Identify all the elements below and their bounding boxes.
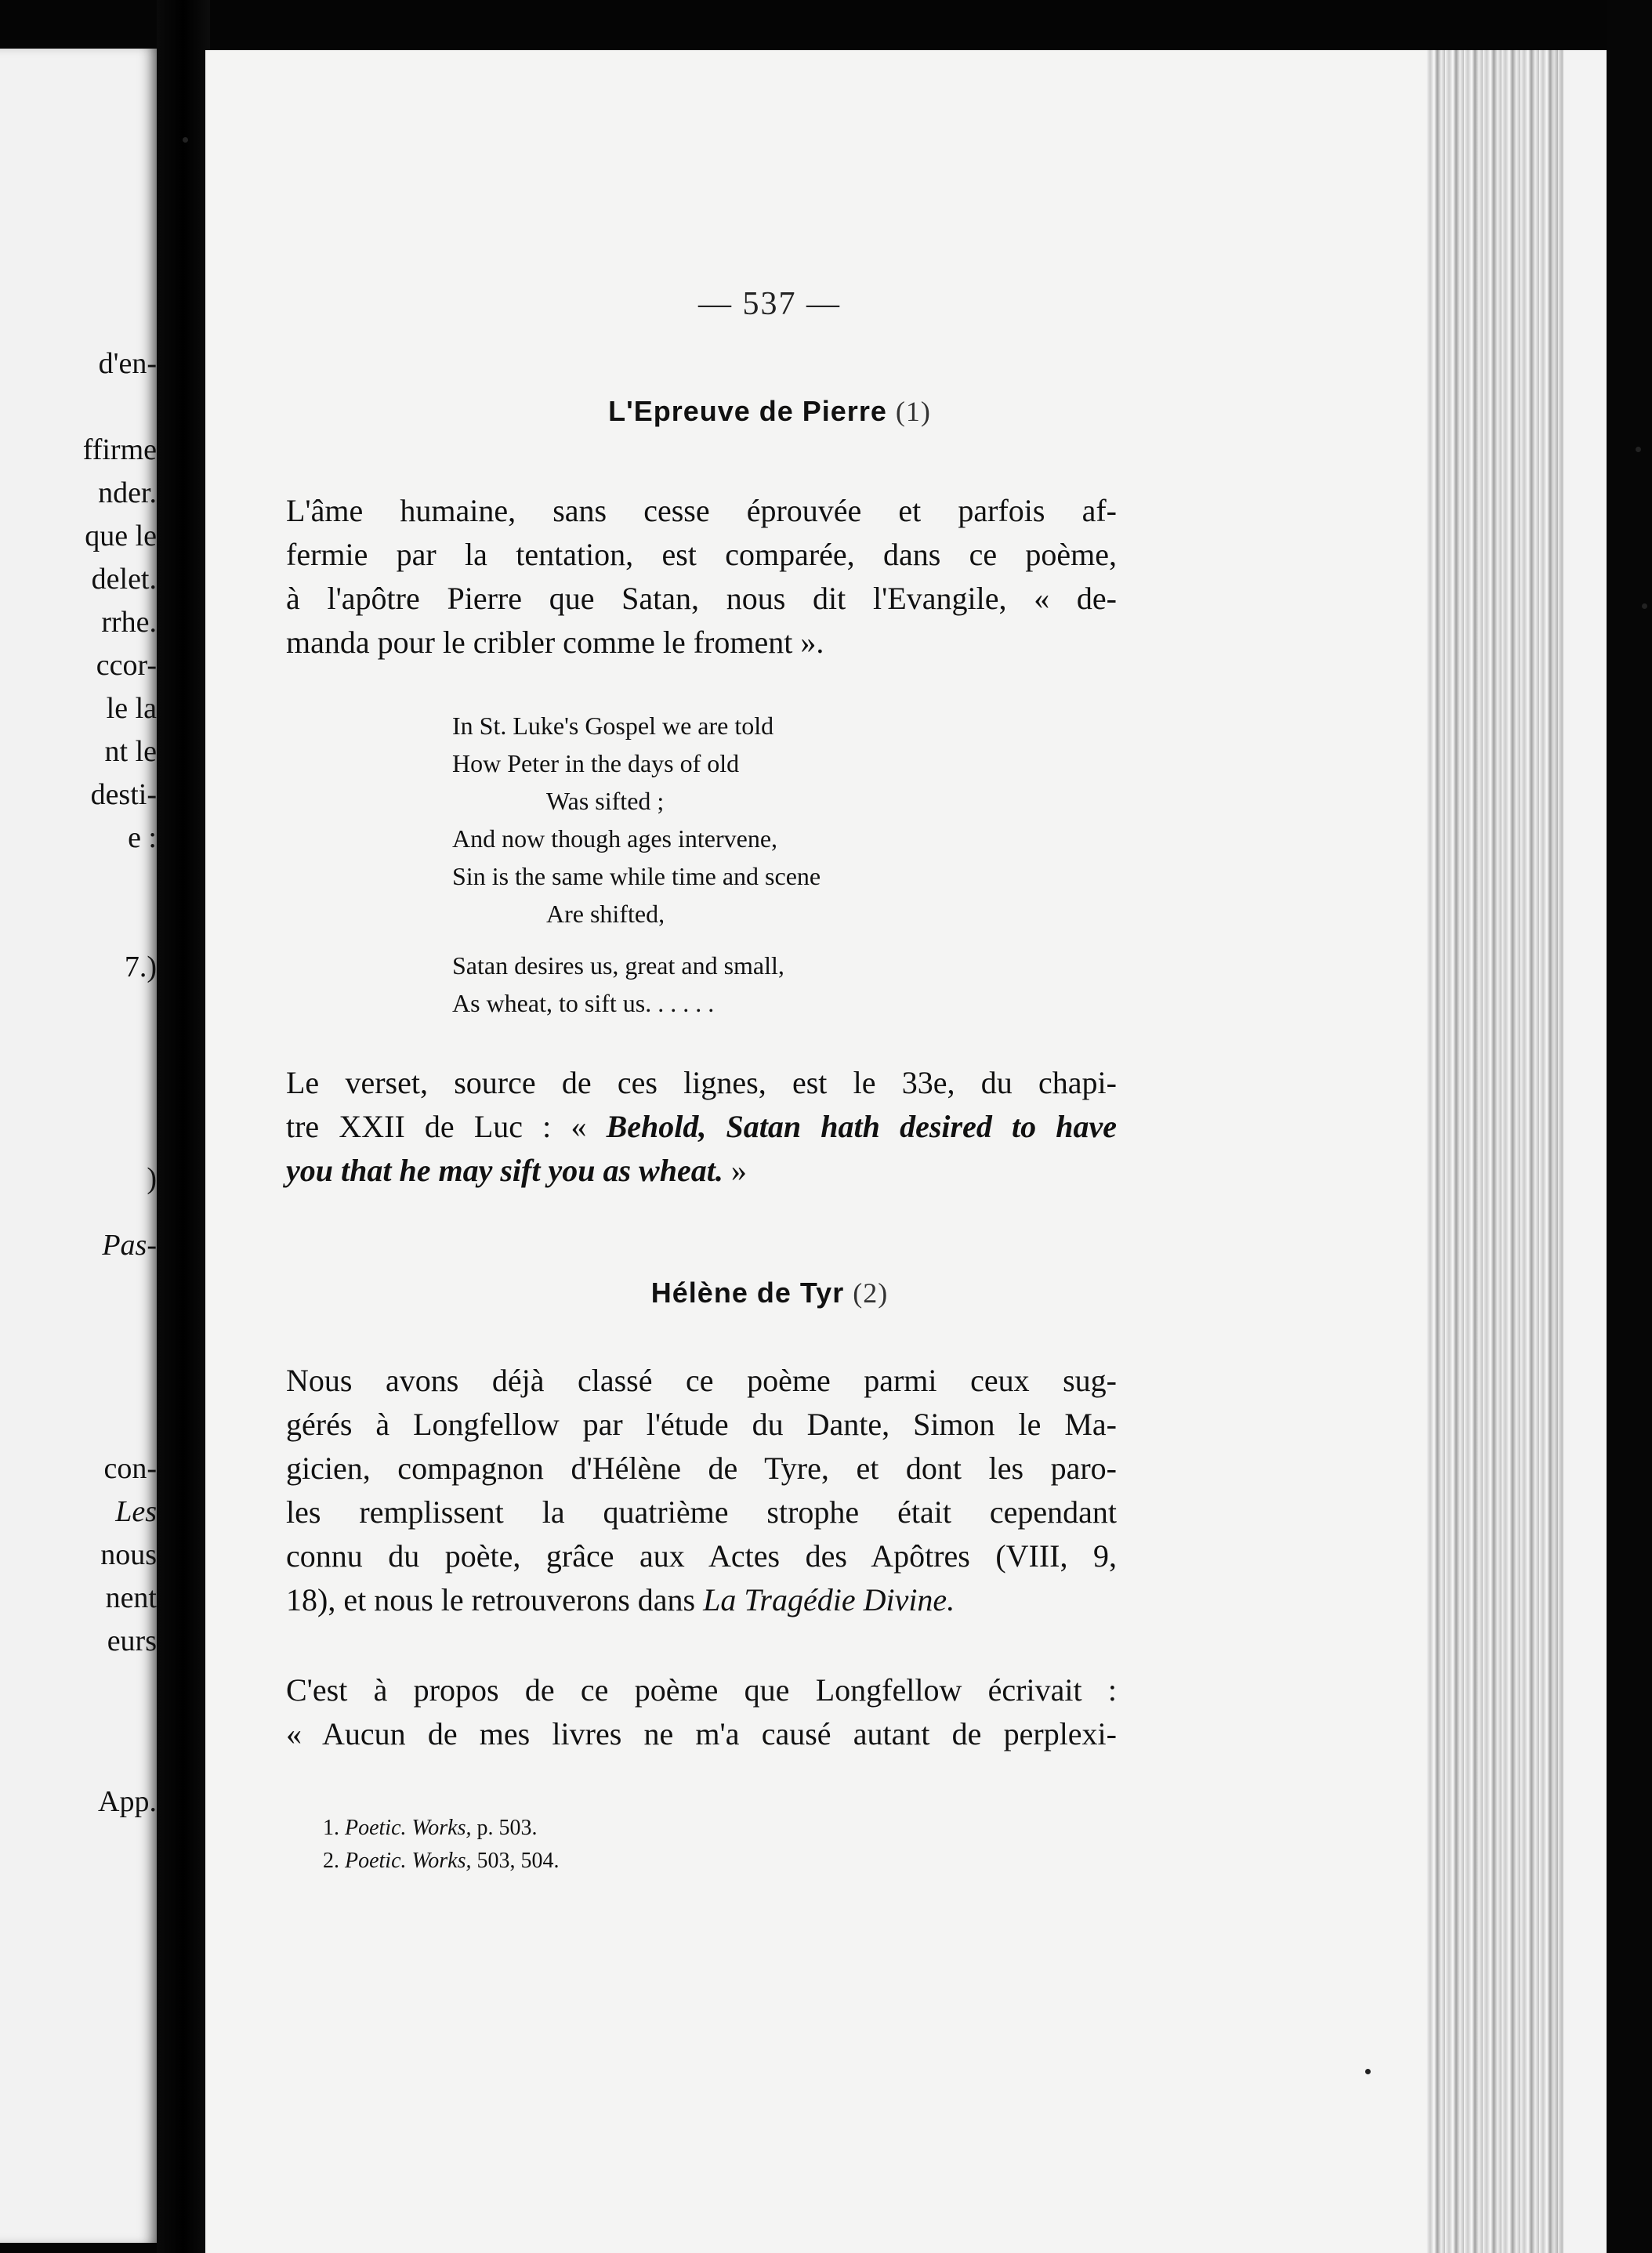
verse-line: How Peter in the days of old [452,749,740,777]
text-run: 18), et nous le retrouverons dans [286,1582,704,1617]
left-facing-page [0,49,157,2243]
left-page-line: que le [85,520,157,552]
paragraph-line: C'est à propos de ce poème que Longfellow écrivait : [286,1672,1117,1708]
section-heading [205,1277,1334,1309]
paragraph-line [286,1105,1117,1149]
section-heading [205,395,1334,428]
verse-line: Sin is the same while time and scene [452,862,821,890]
paragraph-line: manda pour le cribler comme le froment ». [286,625,824,660]
paragraph-line: fermie par la tentation, est comparée, dans ce poème, [286,537,1117,572]
paragraph-line: Nous avons déjà classé ce poème parmi ceux sug- [286,1363,1117,1398]
left-page-line: desti- [90,778,157,811]
paragraph-line: L'âme humaine, sans cesse éprouvée et parfois af- [286,493,1117,528]
paragraph-line: « Aucun de mes livres ne m'a causé autant de perplexi- [286,1716,1117,1751]
footnote-title: Poetic. Works, [345,1816,472,1840]
paragraph-line [286,1149,1117,1193]
paragraph-line: les remplissent la quatrième strophe était cependant [286,1494,1117,1530]
paragraph-line: à l'apôtre Pierre que Satan, nous dit l'Evangile, « de- [286,581,1117,616]
work-title-italic: La Tragédie Divine. [703,1582,955,1617]
paragraph [286,1359,1117,1622]
left-page-line: ffirme [82,433,157,466]
page-number: — 537 — [698,286,841,322]
quote-italic: Behold, Satan hath desired to have [606,1109,1117,1144]
scan-speck [183,137,188,143]
footnote-title: Poetic. Works, [345,1849,472,1873]
left-page-line: rrhe. [101,606,157,639]
left-page-line: nent [105,1581,157,1614]
left-page-line: le la [106,692,157,725]
footnote-pages: p. 503. [471,1816,538,1840]
footnote-ref: (1) [895,396,931,427]
scan-speck [1636,447,1641,452]
verse-gap [452,933,1079,947]
book-page [205,50,1553,2253]
left-page-line: Les [115,1495,157,1528]
left-page-line: con- [103,1452,157,1485]
left-page-line: App. [98,1785,157,1818]
scan-border [1607,0,1652,2253]
verse-line: In St. Luke's Gospel we are told [452,712,774,740]
section-title: Hélène de Tyr [650,1277,845,1309]
left-page-line: d'en- [98,347,157,380]
left-page-line: ccor- [96,649,157,682]
paragraph-line: gicien, compagnon d'Hélène de Tyre, et dont les paro- [286,1451,1117,1486]
paragraph [286,1061,1117,1193]
paragraph-line: connu du poète, grâce aux Actes des Apôtres (VIII, 9, [286,1538,1117,1574]
footnote [323,1845,1028,1878]
paragraph-line [286,1578,1117,1622]
left-page-line: nous [100,1538,157,1571]
paragraph-line: Le verset, source de ces lignes, est le 33e, du chapi- [286,1065,1117,1100]
text-run: » [723,1153,747,1188]
paragraph [286,1668,1117,1756]
left-page-line: nder. [98,476,157,509]
left-page-line: 7.) [124,951,157,983]
left-page-line: ) [147,1162,157,1195]
verse-line: Was sifted ; [546,787,665,815]
verse-line: Satan desires us, great and small, [452,951,784,980]
footnotes [323,1812,1028,1878]
section-title: L'Epreuve de Pierre [608,395,887,427]
footnote-number: 1. [323,1816,339,1840]
verse-line: And now though ages intervene, [452,824,778,853]
quote-italic: you that he may sift you as wheat. [286,1153,723,1188]
verse-line: As wheat, to sift us. . . . . . [452,989,715,1017]
left-page-line: eurs [107,1625,157,1657]
left-page-line: nt le [104,735,157,768]
page-edge [1563,50,1607,2253]
text-run: tre XXII de Luc : « [286,1109,607,1144]
left-page-line: Pas- [102,1229,157,1262]
footnote-number: 2. [323,1849,339,1873]
scan-speck [1365,2069,1371,2074]
footnote-pages: 503, 504. [471,1849,560,1873]
footnote-ref: (2) [853,1277,889,1309]
scan-speck [1642,603,1647,609]
footnote [323,1812,1028,1845]
page-edge-stack [1426,50,1567,2253]
book-gutter [157,0,210,2253]
left-page-line: e : [128,821,157,854]
left-page-line: delet. [91,563,157,596]
verse-line: Are shifted, [546,900,665,928]
verse-block [452,707,1079,1022]
paragraph-line: gérés à Longfellow par l'étude du Dante, Simon le Ma- [286,1407,1117,1442]
paragraph [286,489,1117,665]
